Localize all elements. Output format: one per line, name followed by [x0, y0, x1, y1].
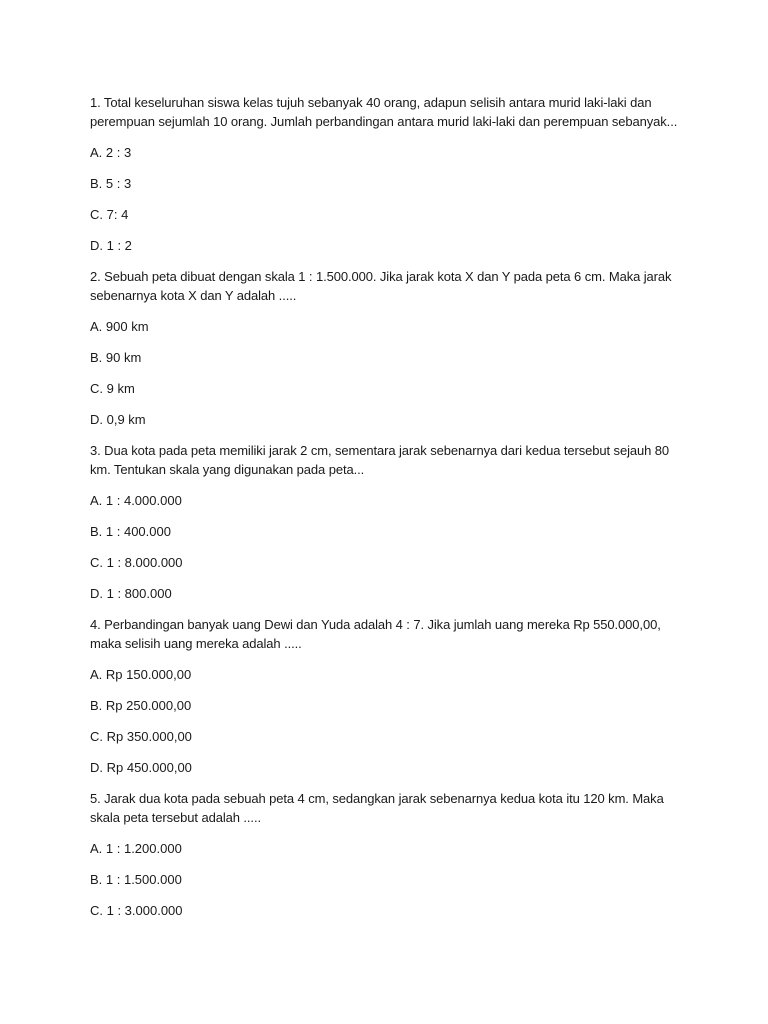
- question-text: 2. Sebuah peta dibuat dengan skala 1 : 1.500.000. Jika jarak kota X dan Y pada peta 6 cm. Maka jarak sebenarnya kota X dan Y adalah .....: [90, 269, 672, 303]
- question-text: 3. Dua kota pada peta memiliki jarak 2 cm, sementara jarak sebenarnya dari kedua tersebut sejauh 80 km. Tentukan skala yang digunakan pada peta...: [90, 443, 670, 477]
- option-a: A. 900 km: [90, 319, 149, 334]
- question-1: [90, 93, 690, 255]
- option-c: C. Rp 350.000,00: [90, 729, 192, 744]
- question-3: [90, 441, 690, 603]
- option-a: A. Rp 150.000,00: [90, 667, 192, 682]
- option-d: D. 1 : 800.000: [90, 586, 172, 601]
- option-a: A. 2 : 3: [90, 145, 132, 160]
- option-b: B. Rp 250.000,00: [90, 698, 192, 713]
- question-2: [90, 267, 690, 429]
- question-text: 4. Perbandingan banyak uang Dewi dan Yuda adalah 4 : 7. Jika jumlah uang mereka Rp 550.000,00, maka selisih uang mereka adalah .....: [90, 617, 661, 651]
- question-text: 5. Jarak dua kota pada sebuah peta 4 cm, sedangkan jarak sebenarnya kedua kota itu 120 km. Maka skala peta tersebut adalah .....: [90, 791, 664, 825]
- option-a: A. 1 : 4.000.000: [90, 493, 182, 508]
- document-page: [90, 93, 690, 932]
- question-4: [90, 615, 690, 777]
- option-b: B. 90 km: [90, 350, 142, 365]
- option-d: D. Rp 450.000,00: [90, 760, 192, 775]
- option-c: C. 9 km: [90, 381, 135, 396]
- question-text: 1. Total keseluruhan siswa kelas tujuh sebanyak 40 orang, adapun selisih antara murid laki-laki dan perempuan sejumlah 10 orang. Jumlah perbandingan antara murid laki-laki dan perempuan sebanyak...: [90, 95, 678, 129]
- option-d: D. 0,9 km: [90, 412, 146, 427]
- option-c: C. 7: 4: [90, 207, 129, 222]
- option-c: C. 1 : 3.000.000: [90, 903, 183, 918]
- option-b: B. 1 : 1.500.000: [90, 872, 182, 887]
- option-d: D. 1 : 2: [90, 238, 132, 253]
- option-c: C. 1 : 8.000.000: [90, 555, 183, 570]
- question-5: [90, 789, 690, 920]
- option-b: B. 5 : 3: [90, 176, 132, 191]
- option-a: A. 1 : 1.200.000: [90, 841, 182, 856]
- option-b: B. 1 : 400.000: [90, 524, 171, 539]
